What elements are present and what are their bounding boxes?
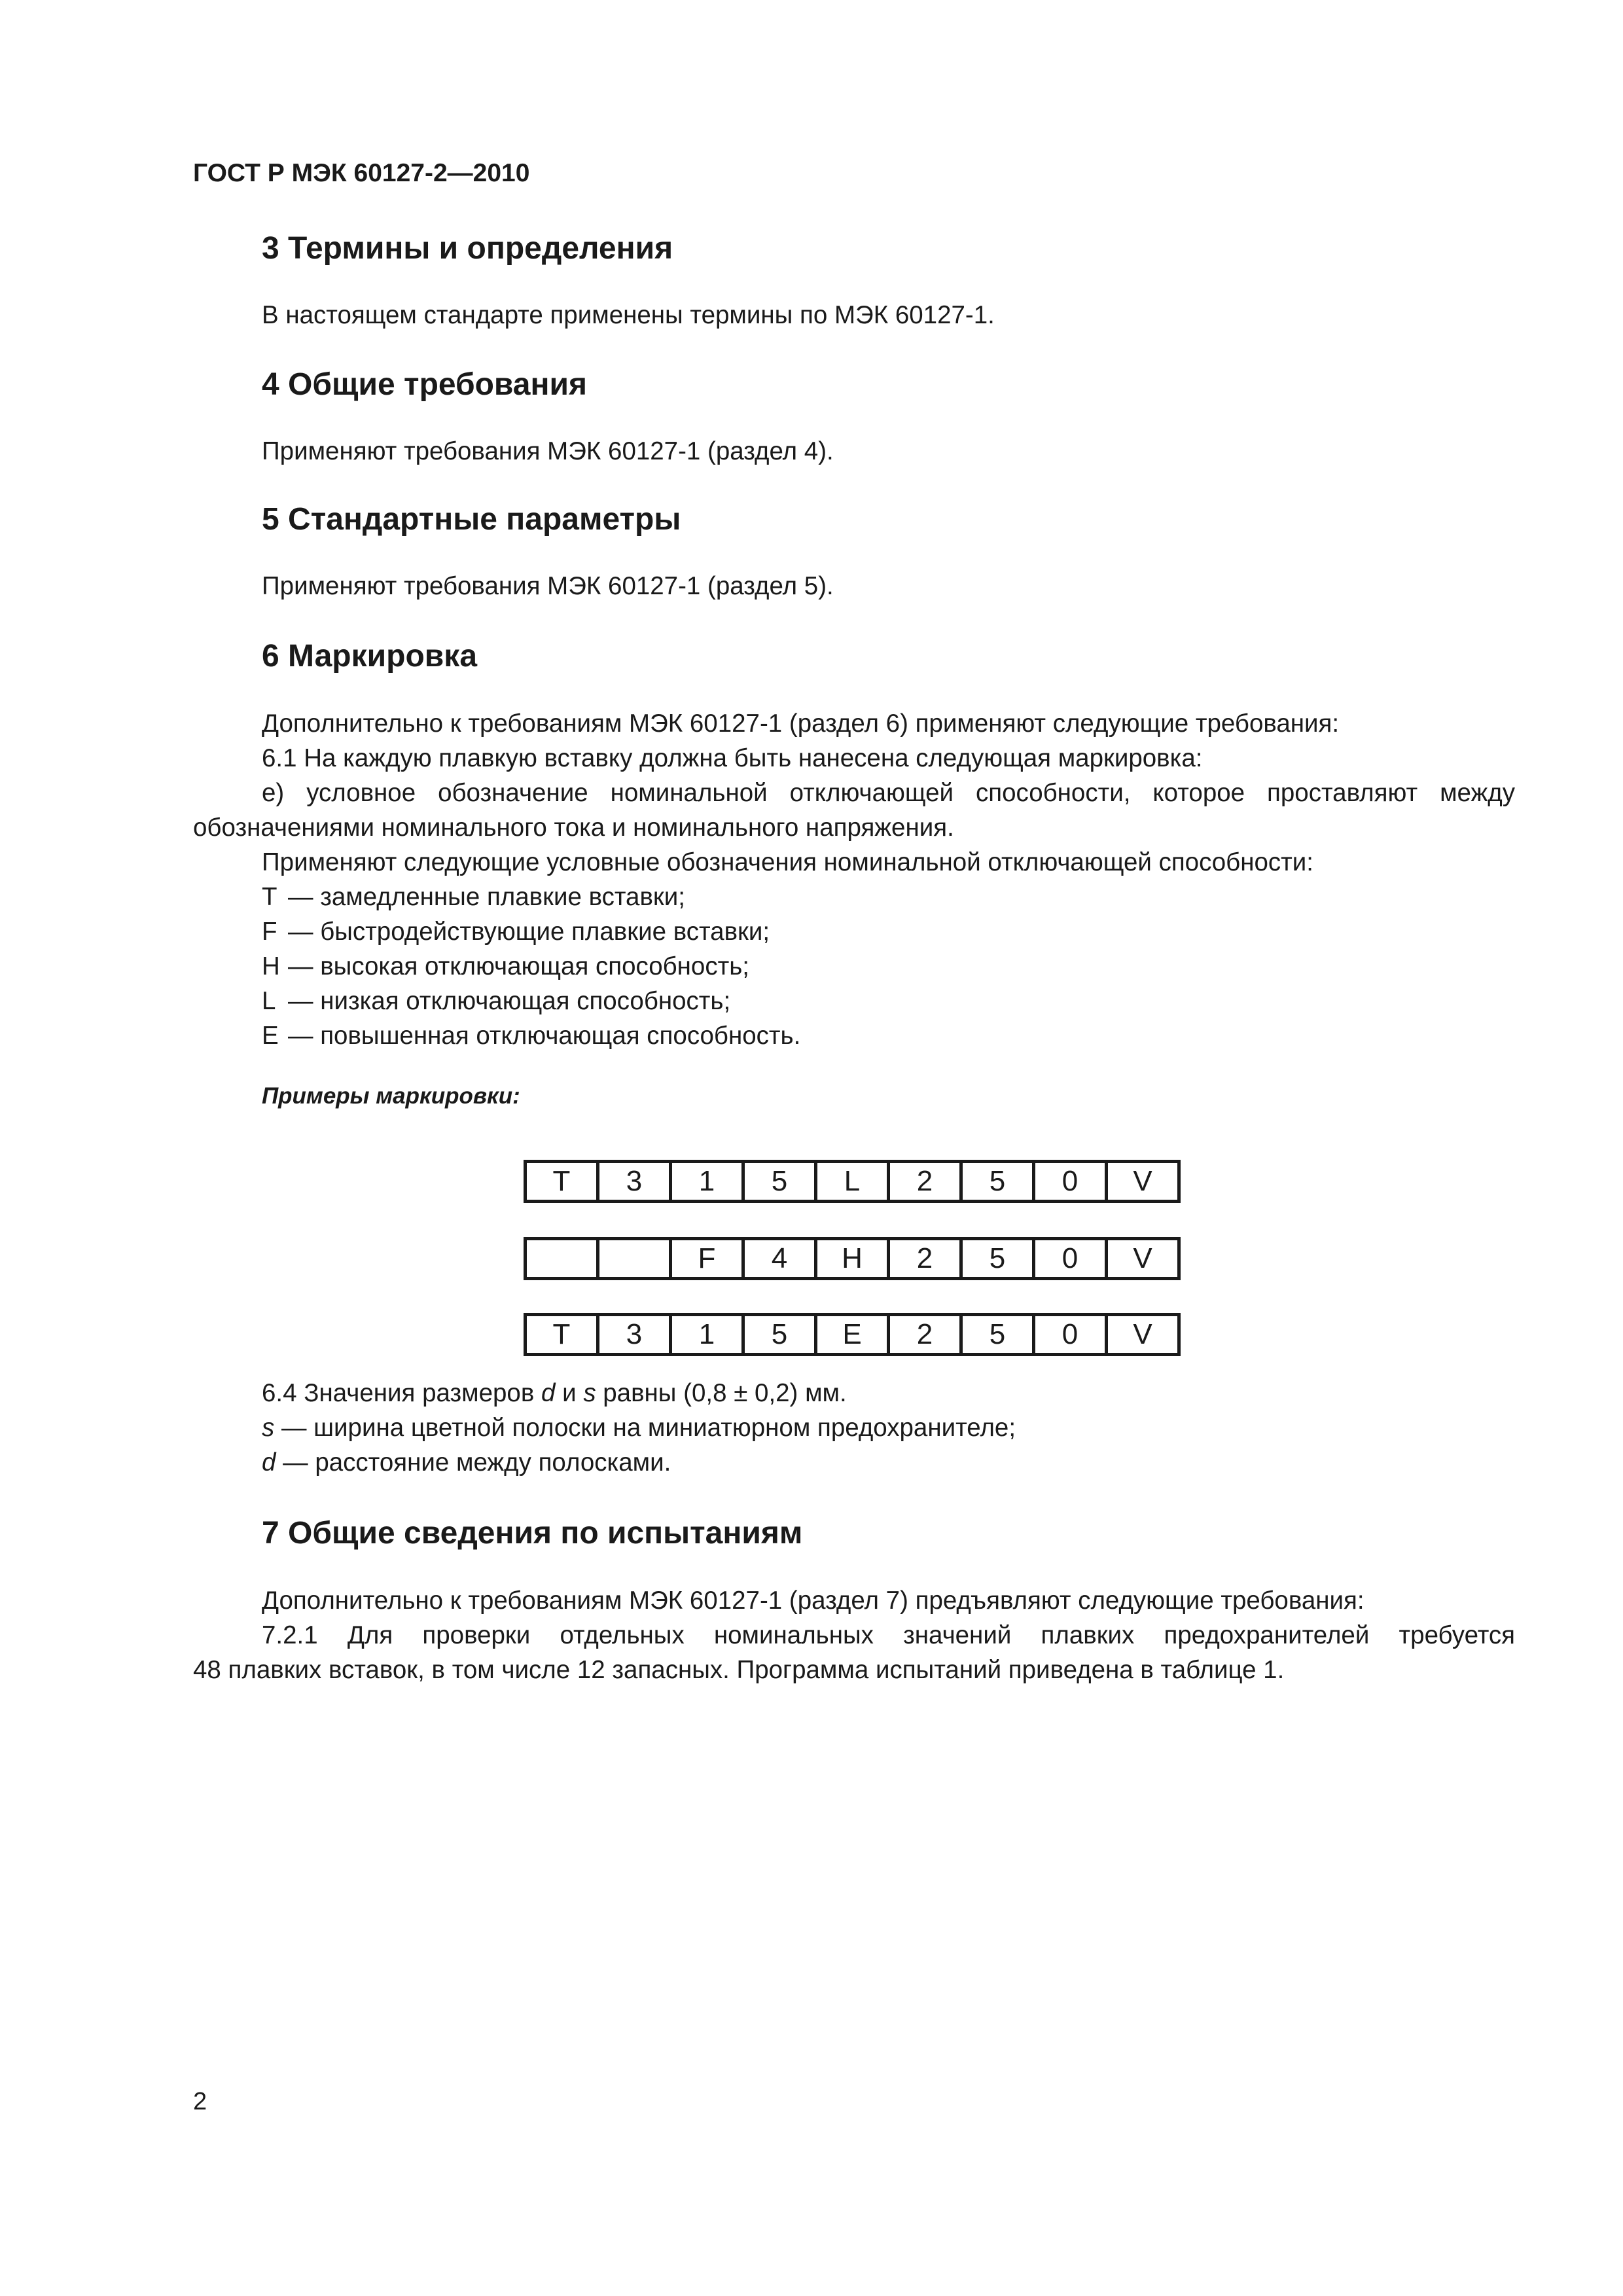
designation-mark: T (262, 883, 277, 911)
marking-example-2 (524, 1237, 1181, 1280)
marking-cell: H (817, 1240, 890, 1277)
marking-example-1 (524, 1160, 1181, 1203)
marking-cell: 2 (890, 1240, 963, 1277)
marking-cell: L (817, 1163, 890, 1200)
marking-cell: 3 (599, 1163, 672, 1200)
marking-cell: 4 (745, 1240, 817, 1277)
paragraph-7-2-1-line1: 7.2.1 Для проверки отдельных номинальных значений плавких предохранителей требуется (262, 1621, 1515, 1649)
section-6-intro: Дополнительно к требованиям МЭК 60127-1 (раздел 6) применяют следующие требования: (262, 709, 1340, 738)
designation-item (262, 883, 685, 912)
section-6-title: 6 Маркировка (262, 639, 478, 673)
paragraph-6-1-e-line1: е) условное обозначение номинальной отключающей способности, которое проставляют между (262, 779, 1515, 807)
paragraph-6-4 (262, 1379, 847, 1408)
paragraph-7-2-1-line2: 48 плавких вставок, в том числе 12 запасных. Программа испытаний приведена в таблице 1. (193, 1656, 1285, 1684)
marking-cell: F (672, 1240, 745, 1277)
designation-text: — высокая отключающая способность; (288, 952, 749, 980)
designation-item (262, 987, 730, 1016)
paragraph-6-1: 6.1 На каждую плавкую вставку должна быть нанесена следующая маркировка: (262, 744, 1203, 772)
marking-cell: T (527, 1163, 599, 1200)
designation-mark: H (262, 952, 280, 980)
section-3-title: 3 Термины и определения (262, 231, 673, 266)
paragraph-6-4-prefix: 6.4 Значения размеров (262, 1379, 541, 1407)
symbol-s: s (583, 1379, 596, 1407)
marking-cell: 2 (890, 1316, 963, 1353)
designation-text: — повышенная отключающая способность. (288, 1022, 801, 1050)
section-7-intro: Дополнительно к требованиям МЭК 60127-1 (раздел 7) предъявляют следующие требования: (262, 1587, 1364, 1615)
designations-intro: Применяют следующие условные обозначения номинальной отключающей способности: (262, 848, 1313, 876)
paragraph-6-1-e-line2: обозначениями номинального тока и номинального напряжения. (193, 814, 954, 842)
definition-d-text: — расстояние между полосками. (276, 1448, 671, 1477)
marking-cell: E (817, 1316, 890, 1353)
marking-cell (599, 1240, 672, 1277)
designation-mark: E (262, 1022, 279, 1050)
marking-cell: 2 (890, 1163, 963, 1200)
symbol-d: d (541, 1379, 556, 1407)
marking-example-3 (524, 1313, 1181, 1356)
marking-cell: 5 (745, 1163, 817, 1200)
section-5-text: Применяют требования МЭК 60127-1 (раздел 5). (262, 572, 834, 600)
marking-cell: V (1133, 1242, 1152, 1274)
designation-item (262, 918, 770, 946)
definition-s-text: — ширина цветной полоски на миниатюрном предохранителе; (274, 1414, 1016, 1442)
examples-title: Примеры маркировки: (262, 1083, 520, 1109)
designation-item (262, 952, 749, 981)
marking-cell: 0 (1035, 1240, 1108, 1277)
marking-cell: 1 (672, 1163, 745, 1200)
marking-cell: T (527, 1316, 599, 1353)
marking-cell: V (1133, 1165, 1152, 1197)
designation-text: — замедленные плавкие вставки; (288, 883, 685, 911)
definition-d-symbol: d (262, 1448, 276, 1477)
section-7-title: 7 Общие сведения по испытаниям (262, 1516, 803, 1551)
section-3-text: В настоящем стандарте применены термины по МЭК 60127-1. (262, 301, 995, 329)
marking-cell: 3 (599, 1316, 672, 1353)
definition-s-symbol: s (262, 1414, 275, 1442)
marking-cell: 5 (745, 1316, 817, 1353)
marking-cell: 5 (963, 1316, 1035, 1353)
paragraph-6-4-and: и (555, 1379, 584, 1407)
document-header: ГОСТ Р МЭК 60127-2—2010 (193, 159, 530, 187)
definition-s (262, 1414, 1016, 1443)
marking-cell: 0 (1035, 1163, 1108, 1200)
page-number: 2 (193, 2088, 207, 2115)
section-4-title: 4 Общие требования (262, 367, 587, 402)
section-4-text: Применяют требования МЭК 60127-1 (раздел 4). (262, 437, 834, 465)
marking-cell: 0 (1035, 1316, 1108, 1353)
marking-cell: 5 (963, 1163, 1035, 1200)
marking-cell: 5 (963, 1240, 1035, 1277)
section-5-title: 5 Стандартные параметры (262, 502, 681, 537)
marking-cell: V (1133, 1318, 1152, 1350)
designation-mark: F (262, 918, 277, 946)
designation-mark: L (262, 987, 276, 1015)
definition-d (262, 1448, 671, 1477)
designation-text: — быстродействующие плавкие вставки; (288, 918, 770, 946)
designation-item (262, 1022, 800, 1050)
marking-cell: 1 (672, 1316, 745, 1353)
designation-text: — низкая отключающая способность; (288, 987, 731, 1015)
marking-cell (527, 1240, 599, 1277)
paragraph-6-4-rest: равны (0,8 ± 0,2) мм. (596, 1379, 847, 1407)
